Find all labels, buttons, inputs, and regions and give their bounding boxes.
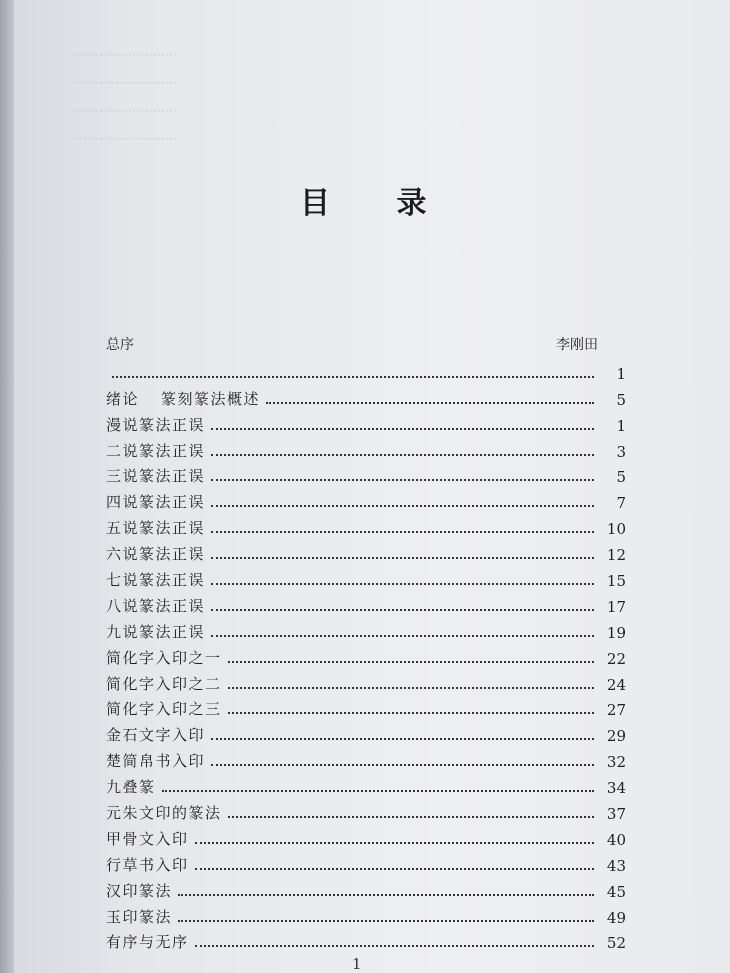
toc-entry-page: 22 [606, 649, 626, 668]
toc-entry-page: 5 [616, 468, 626, 487]
toc-entry-title: 五说篆法正误 [106, 519, 206, 538]
toc-entry [106, 719, 626, 745]
toc-entry-title: 简化字入印之二 [106, 674, 222, 693]
front-matter-label: 总序 [106, 337, 134, 353]
toc-leader-dots [195, 841, 594, 844]
toc-leader-dots [195, 867, 594, 870]
bleed-through-mark: ·························· [70, 76, 178, 91]
toc-entry-title: 绪论 [106, 389, 140, 408]
toc-leader-dots [228, 660, 594, 663]
toc-entry-title: 汉印篆法 [106, 881, 173, 900]
toc-entry-page: 52 [606, 934, 626, 953]
toc-entry-title: 行草书入印 [106, 855, 189, 874]
toc-entry-title: 九叠篆 [106, 778, 156, 797]
toc-entry-page: 29 [606, 727, 626, 746]
toc-entry [106, 694, 626, 720]
toc-leader-dots [112, 375, 594, 378]
toc-entry [106, 745, 626, 771]
toc-entry [106, 590, 626, 616]
toc-entry-title: 楚简帛书入印 [106, 752, 206, 771]
toc-leader-dots [211, 608, 594, 611]
toc-leader-dots [162, 789, 594, 792]
toc-entry [106, 797, 626, 823]
toc-entry-page: 12 [606, 546, 626, 565]
toc-entry-title: 元朱文印的篆法 [106, 804, 222, 823]
toc-entry-title: 六说篆法正误 [106, 545, 206, 564]
toc-leader-dots [211, 737, 594, 740]
toc-entry [106, 486, 626, 512]
page-number: 1 [352, 955, 362, 973]
toc-entry-subtitle: 篆刻篆法概述 [161, 389, 261, 408]
toc-entry-title: 甲骨文入印 [106, 829, 189, 848]
toc-leader-dots [211, 556, 594, 559]
toc-entry [106, 642, 626, 668]
bleed-through-mark: ·························· [70, 132, 178, 147]
toc-leader-dots [211, 634, 594, 637]
toc-entry-page: 19 [606, 623, 626, 642]
toc-entry-page: 24 [606, 675, 626, 694]
table-of-contents [106, 357, 626, 952]
toc-entry [106, 461, 626, 487]
book-spine-shadow [0, 0, 14, 973]
toc-leader-dots [266, 401, 594, 404]
toc-entry-page: 15 [606, 572, 626, 591]
toc-entry-title: 八说篆法正误 [106, 596, 206, 615]
toc-entry-page: 1 [616, 416, 626, 435]
toc-entry [106, 668, 626, 694]
bleed-through-mark: ·························· [70, 104, 178, 119]
toc-leader-dots [211, 763, 594, 766]
toc-entry-page: 17 [606, 597, 626, 616]
toc-entry [106, 383, 626, 409]
front-matter-author: 李刚田 [556, 337, 598, 353]
front-matter [106, 334, 614, 354]
toc-leader-dots [228, 815, 594, 818]
toc-entry-title: 简化字入印之三 [106, 700, 222, 719]
toc-leader-dots [228, 686, 594, 689]
toc-entry-title: 简化字入印之一 [106, 648, 222, 667]
toc-leader-dots [178, 893, 594, 896]
toc-entry-page: 5 [616, 390, 626, 409]
toc-entry [106, 927, 626, 953]
toc-entry-page: 34 [606, 779, 626, 798]
toc-entry [106, 771, 626, 797]
toc-leader-dots [211, 530, 594, 533]
toc-leader-dots [228, 711, 594, 714]
toc-entry [106, 512, 626, 538]
toc-entry-title: 七说篆法正误 [106, 571, 206, 590]
toc-entry-page: 45 [606, 882, 626, 901]
toc-entry [106, 564, 626, 590]
toc-entry-title: 三说篆法正误 [106, 467, 206, 486]
toc-entry [106, 823, 626, 849]
bleed-through-mark: ·························· [70, 48, 178, 63]
toc-leader-dots [211, 478, 594, 481]
toc-entry-page: 1 [616, 364, 626, 383]
toc-leader-dots [211, 582, 594, 585]
toc-entry [106, 901, 626, 927]
toc-entry-page: 7 [616, 494, 626, 513]
toc-leader-dots [211, 504, 594, 507]
toc-entry-page: 32 [606, 753, 626, 772]
toc-entry-page: 37 [606, 805, 626, 824]
toc-entry-page: 10 [606, 520, 626, 539]
toc-entry-title: 有序与无序 [106, 933, 189, 952]
page-title: 目 录 [300, 186, 455, 221]
toc-leader-dots [178, 919, 594, 922]
toc-entry [106, 616, 626, 642]
toc-leader-dots [211, 427, 594, 430]
toc-entry-title: 漫说篆法正误 [106, 415, 206, 434]
toc-entry [106, 849, 626, 875]
toc-leader-dots [195, 944, 594, 947]
toc-entry-title: 四说篆法正误 [106, 493, 206, 512]
toc-entry-page: 49 [606, 908, 626, 927]
toc-entry-page: 27 [606, 701, 626, 720]
toc-leader-dots [211, 453, 594, 456]
toc-entry [106, 538, 626, 564]
toc-entry-page: 3 [616, 442, 626, 461]
toc-entry-title: 九说篆法正误 [106, 622, 206, 641]
toc-entry [106, 435, 626, 461]
toc-entry [106, 357, 626, 383]
toc-entry-title: 玉印篆法 [106, 907, 173, 926]
toc-entry [106, 875, 626, 901]
toc-entry-page: 43 [606, 856, 626, 875]
toc-entry-title: 二说篆法正误 [106, 441, 206, 460]
toc-entry [106, 409, 626, 435]
toc-entry-title: 金石文字入印 [106, 726, 206, 745]
toc-entry-page: 40 [606, 830, 626, 849]
